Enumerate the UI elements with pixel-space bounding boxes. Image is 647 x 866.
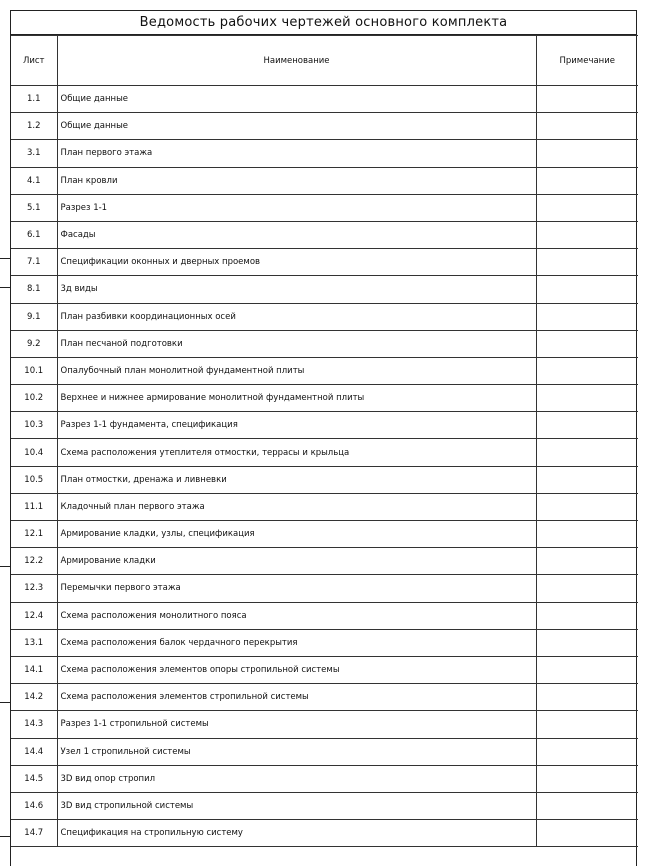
sheet-number-cell: 11.1 xyxy=(11,493,57,520)
table-row xyxy=(11,86,638,113)
table-row xyxy=(11,575,638,602)
drawing-list-sheet xyxy=(10,10,637,866)
table-row xyxy=(11,629,638,656)
table-body xyxy=(11,86,638,847)
drawing-name-cell: План кровли xyxy=(57,167,536,194)
note-cell xyxy=(536,466,638,493)
drawing-name-cell: План разбивки координационных осей xyxy=(57,303,536,330)
table-row xyxy=(11,684,638,711)
edge-tick xyxy=(0,566,10,567)
drawing-name-cell: Схема расположения монолитного пояса xyxy=(57,602,536,629)
header-sheet: Лист xyxy=(11,36,57,86)
drawing-name-cell: План отмостки, дренажа и ливневки xyxy=(57,466,536,493)
note-cell xyxy=(536,602,638,629)
table-row xyxy=(11,221,638,248)
drawing-name-cell: Разрез 1-1 xyxy=(57,194,536,221)
sheet-number-cell: 10.5 xyxy=(11,466,57,493)
drawing-name-cell: Схема расположения элементов опоры стропильной системы xyxy=(57,656,536,683)
note-cell xyxy=(536,330,638,357)
note-cell xyxy=(536,385,638,412)
table-row xyxy=(11,466,638,493)
note-cell xyxy=(536,738,638,765)
table-row xyxy=(11,330,638,357)
drawing-name-cell: Общие данные xyxy=(57,113,536,140)
sheet-number-cell: 14.3 xyxy=(11,711,57,738)
note-cell xyxy=(536,711,638,738)
drawing-name-cell: Схема расположения утеплителя отмостки, террасы и крыльца xyxy=(57,439,536,466)
sheet-number-cell: 9.1 xyxy=(11,303,57,330)
table-row xyxy=(11,412,638,439)
table-row xyxy=(11,711,638,738)
note-cell xyxy=(536,493,638,520)
table-row xyxy=(11,738,638,765)
header-note: Примечание xyxy=(536,36,638,86)
sheet-number-cell: 14.6 xyxy=(11,792,57,819)
sheet-number-cell: 7.1 xyxy=(11,249,57,276)
sheet-number-cell: 10.4 xyxy=(11,439,57,466)
note-cell xyxy=(536,575,638,602)
note-cell xyxy=(536,629,638,656)
sheet-number-cell: 1.2 xyxy=(11,113,57,140)
drawing-name-cell: 3д виды xyxy=(57,276,536,303)
document-title: Ведомость рабочих чертежей основного комплекта xyxy=(11,11,636,35)
note-cell xyxy=(536,86,638,113)
drawing-name-cell: 3D вид стропильной системы xyxy=(57,792,536,819)
note-cell xyxy=(536,357,638,384)
drawing-name-cell: Спецификации оконных и дверных проемов xyxy=(57,249,536,276)
note-cell xyxy=(536,684,638,711)
edge-tick xyxy=(0,287,10,288)
table-row xyxy=(11,303,638,330)
drawing-name-cell: Кладочный план первого этажа xyxy=(57,493,536,520)
drawing-name-cell: Схема расположения элементов стропильной системы xyxy=(57,684,536,711)
sheet-number-cell: 12.1 xyxy=(11,521,57,548)
table-row xyxy=(11,493,638,520)
note-cell xyxy=(536,113,638,140)
table-row xyxy=(11,194,638,221)
note-cell xyxy=(536,276,638,303)
sheet-number-cell: 12.3 xyxy=(11,575,57,602)
table-row xyxy=(11,140,638,167)
sheet-number-cell: 14.1 xyxy=(11,656,57,683)
sheet-number-cell: 1.1 xyxy=(11,86,57,113)
table-row xyxy=(11,765,638,792)
table-row xyxy=(11,249,638,276)
note-cell xyxy=(536,140,638,167)
note-cell xyxy=(536,548,638,575)
sheet-number-cell: 10.3 xyxy=(11,412,57,439)
sheet-number-cell: 10.1 xyxy=(11,357,57,384)
header-name: Наименование xyxy=(57,36,536,86)
note-cell xyxy=(536,765,638,792)
table-row xyxy=(11,656,638,683)
sheet-number-cell: 5.1 xyxy=(11,194,57,221)
sheet-number-cell: 9.2 xyxy=(11,330,57,357)
note-cell xyxy=(536,820,638,847)
table-row xyxy=(11,521,638,548)
sheet-number-cell: 10.2 xyxy=(11,385,57,412)
sheet-number-cell: 14.5 xyxy=(11,765,57,792)
note-cell xyxy=(536,412,638,439)
drawing-name-cell: 3D вид опор стропил xyxy=(57,765,536,792)
sheet-number-cell: 13.1 xyxy=(11,629,57,656)
drawing-name-cell: Опалубочный план монолитной фундаментной плиты xyxy=(57,357,536,384)
table-row xyxy=(11,602,638,629)
drawing-name-cell: Общие данные xyxy=(57,86,536,113)
note-cell xyxy=(536,439,638,466)
drawing-name-cell: План первого этажа xyxy=(57,140,536,167)
sheet-number-cell: 14.7 xyxy=(11,820,57,847)
table-row xyxy=(11,167,638,194)
note-cell xyxy=(536,249,638,276)
table-row xyxy=(11,385,638,412)
drawing-name-cell: Разрез 1-1 фундамента, спецификация xyxy=(57,412,536,439)
note-cell xyxy=(536,656,638,683)
sheet-number-cell: 3.1 xyxy=(11,140,57,167)
sheet-number-cell: 8.1 xyxy=(11,276,57,303)
drawing-name-cell: Верхнее и нижнее армирование монолитной фундаментной плиты xyxy=(57,385,536,412)
note-cell xyxy=(536,221,638,248)
note-cell xyxy=(536,167,638,194)
sheet-number-cell: 12.4 xyxy=(11,602,57,629)
drawing-name-cell: Узел 1 стропильной системы xyxy=(57,738,536,765)
note-cell xyxy=(536,194,638,221)
note-cell xyxy=(536,521,638,548)
drawing-name-cell: План песчаной подготовки xyxy=(57,330,536,357)
drawing-name-cell: Перемычки первого этажа xyxy=(57,575,536,602)
edge-tick xyxy=(0,836,10,837)
drawing-list-table xyxy=(11,35,638,847)
sheet-number-cell: 4.1 xyxy=(11,167,57,194)
drawing-name-cell: Фасады xyxy=(57,221,536,248)
table-row xyxy=(11,548,638,575)
note-cell xyxy=(536,792,638,819)
table-row xyxy=(11,792,638,819)
note-cell xyxy=(536,303,638,330)
table-row xyxy=(11,357,638,384)
table-row xyxy=(11,820,638,847)
edge-tick xyxy=(0,258,10,259)
sheet-number-cell: 6.1 xyxy=(11,221,57,248)
drawing-name-cell: Спецификация на стропильную систему xyxy=(57,820,536,847)
drawing-name-cell: Армирование кладки xyxy=(57,548,536,575)
sheet-number-cell: 14.4 xyxy=(11,738,57,765)
drawing-name-cell: Схема расположения балок чердачного перекрытия xyxy=(57,629,536,656)
sheet-number-cell: 12.2 xyxy=(11,548,57,575)
edge-tick xyxy=(0,702,10,703)
table-row xyxy=(11,113,638,140)
drawing-name-cell: Армирование кладки, узлы, спецификация xyxy=(57,521,536,548)
sheet-number-cell: 14.2 xyxy=(11,684,57,711)
table-header-row xyxy=(11,36,638,86)
table-row xyxy=(11,439,638,466)
drawing-name-cell: Разрез 1-1 стропильной системы xyxy=(57,711,536,738)
table-row xyxy=(11,276,638,303)
